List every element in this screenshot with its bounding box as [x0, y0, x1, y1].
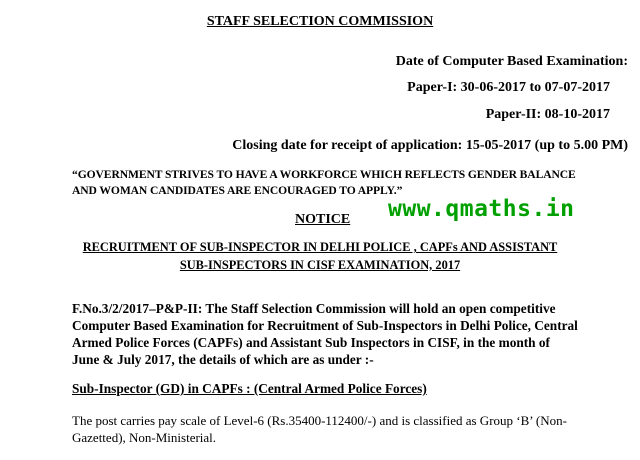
notice-heading: NOTICE — [295, 212, 351, 227]
intro-line-4: June & July 2017, the details of which are as under :- — [72, 352, 374, 367]
paper-1-dates: Paper-I: 30-06-2017 to 07-07-2017 — [407, 80, 610, 95]
intro-line-1: F.No.3/2/2017–P&P-II: The Staff Selection Commission will hold an open competitive — [72, 301, 556, 316]
exam-title-line-1: RECRUITMENT OF SUB-INSPECTOR IN DELHI POLICE , CAPFs AND ASSISTANT — [82, 240, 558, 254]
exam-title-line-2: SUB-INSPECTORS IN CISF EXAMINATION, 2017 — [179, 258, 461, 272]
commission-heading: STAFF SELECTION COMMISSION — [206, 14, 434, 29]
section-heading: Sub-Inspector (GD) in CAPFs : (Central Armed Police Forces) — [72, 381, 427, 396]
gender-balance-quote-line-1: “GOVERNMENT STRIVES TO HAVE A WORKFORCE WHICH REFLECTS GENDER BALANCE — [72, 168, 576, 181]
gender-balance-quote-line-2: AND WOMAN CANDIDATES ARE ENCOURAGED TO APPLY.” — [72, 184, 403, 197]
pay-scale-line-1: The post carries pay scale of Level-6 (Rs.35400-112400/-) and is classified as Group ‘B’ (Non- — [72, 413, 567, 428]
pay-scale-line-2: Gazetted), Non-Ministerial. — [72, 430, 217, 445]
exam-date-label: Date of Computer Based Examination: — [395, 54, 628, 69]
paper-2-date: Paper-II: 08-10-2017 — [485, 107, 610, 122]
intro-line-3: Armed Police Forces (CAPFs) and Assistant Sub Inspectors in CISF, in the month of — [72, 335, 550, 350]
intro-line-2: Computer Based Examination for Recruitment of Sub-Inspectors in Delhi Police, Central — [72, 318, 578, 333]
closing-date: Closing date for receipt of application: 15-05-2017 (up to 5.00 PM) — [232, 138, 628, 153]
website-watermark: www.qmaths.in — [388, 196, 575, 222]
